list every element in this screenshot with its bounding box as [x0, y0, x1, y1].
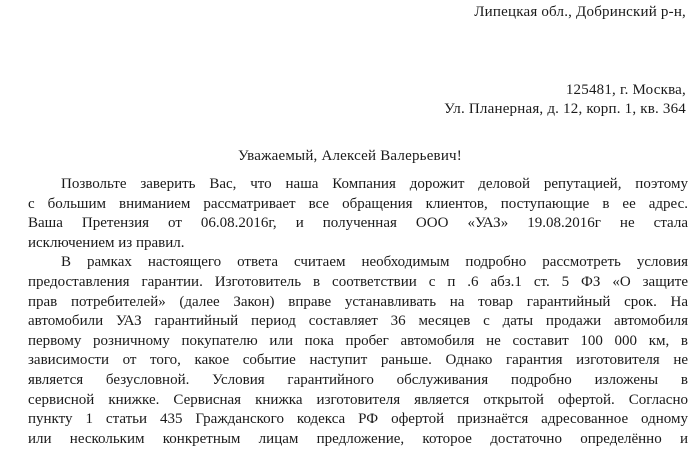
paragraph-2 [28, 253, 688, 449]
text-line: Ваша Претензия от 06.08.2016г, и полученная ООО «УАЗ» 19.08.2016г не стала [28, 215, 688, 232]
text-line: первому розничному покупателю или пока пробег автомобиля не составит 100 000 км, в [28, 332, 688, 349]
paragraph-1 [28, 175, 688, 253]
text-line: исключением из правил. [28, 234, 185, 251]
text-line: автомобили УАЗ гарантийный период составляет 36 месяцев с даты продажи автомобиля [28, 313, 688, 330]
text-line: является безусловной. Условия гарантийного обслуживания подробно изложены в [28, 371, 688, 388]
letter-body [28, 175, 688, 449]
text-line: зависимости от того, какое событие наступит раньше. Однако гарантия изготовителя не [28, 352, 688, 369]
text-line: с большим вниманием рассматривает все обращения клиентов, поступающие в ее адрес. [28, 195, 688, 212]
text-line: пункту 1 статьи 435 Гражданского кодекса РФ офертой признаётся адресованное одному [28, 411, 688, 428]
text-line: предоставления гарантии. Изготовитель в соответствии с п .6 абз.1 ст. 5 ФЗ «О защите [28, 273, 688, 290]
text-line: Позвольте заверить Вас, что наша Компания дорожит деловой репутацией, поэтому [61, 176, 688, 192]
sender-region-line: Липецкая обл., Добринский р-н, [474, 4, 686, 20]
text-line: прав потребителей» (далее Закон) вправе устанавливать на товар гарантийный срок. На [28, 293, 688, 310]
text-line: или нескольким конкретным лицам предложение, которое достаточно определённо и [28, 430, 688, 447]
text-line: сервисной книжке. Сервисная книжка изготовителя является открытой офертой. Согласно [28, 391, 688, 408]
recipient-city-line: 125481, г. Москва, [565, 82, 686, 98]
text-line: В рамках настоящего ответа считаем необходимым подробно рассмотреть условия [61, 254, 688, 271]
letter-greeting: Уважаемый, Алексей Валерьевич! [238, 148, 462, 164]
recipient-street-line: Ул. Планерная, д. 12, корп. 1, кв. 364 [444, 101, 686, 117]
